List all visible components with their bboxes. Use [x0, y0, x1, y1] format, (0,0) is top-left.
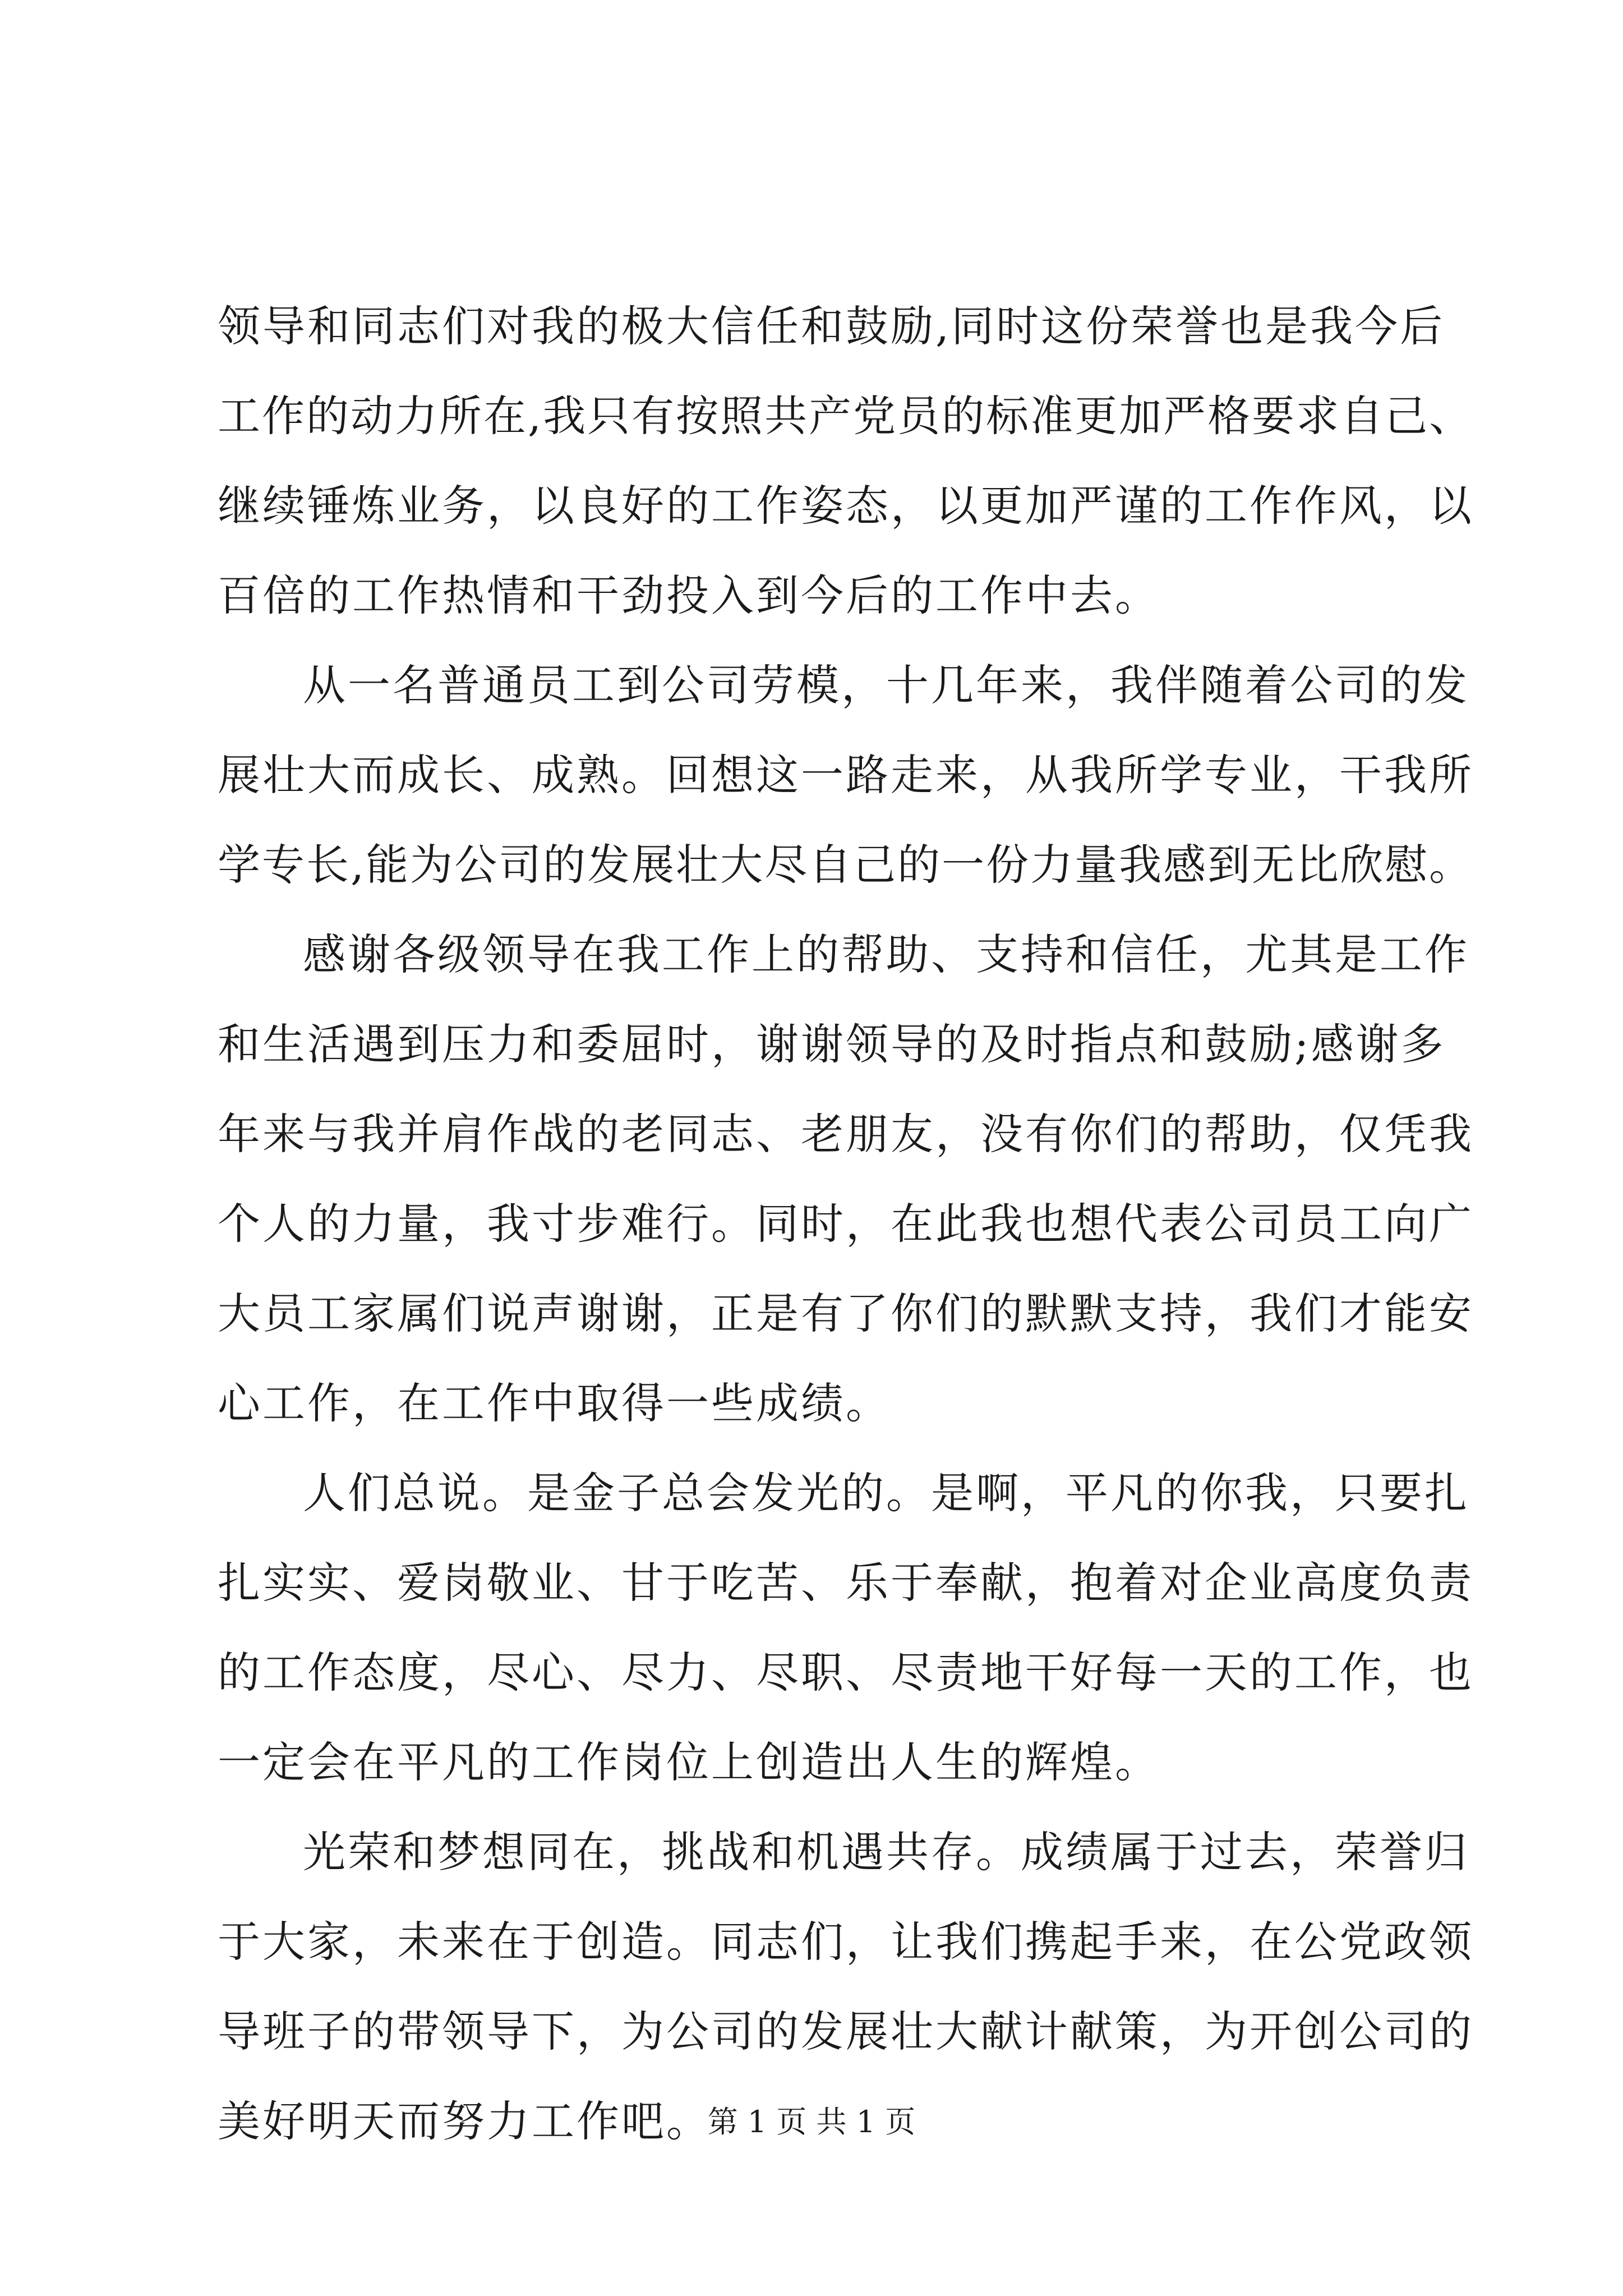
text-line: 展壮大而成长、成熟。回想这一路走来，从我所学专业，干我所 — [218, 750, 1474, 800]
text-line: 继续锤炼业务，以良好的工作姿态，以更加严谨的工作作风，以 — [218, 481, 1474, 531]
text-line: 的工作态度，尽心、尽力、尽职、尽责地干好每一天的工作，也 — [218, 1648, 1474, 1697]
text-line: 于大家，未来在于创造。同志们，让我们携起手来，在公党政领 — [218, 1917, 1474, 1967]
text-line: 心工作，在工作中取得一些成绩。 — [218, 1378, 891, 1428]
text-line: 工作的动力所在,我只有按照共产党员的标准更加严格要求自己、 — [218, 391, 1474, 441]
text-line: 个人的力量，我寸步难行。同时，在此我也想代表公司员工向广 — [218, 1199, 1474, 1249]
paragraph-first-line: 人们总说。是金子总会发光的。是啊，平凡的你我，只要扎 — [303, 1468, 1469, 1518]
paragraph-first-line: 从一名普通员工到公司劳模，十几年来，我伴随着公司的发 — [303, 660, 1469, 710]
page-footer — [0, 2102, 1623, 2142]
paragraph-first-line: 光荣和梦想同在，挑战和机遇共存。成绩属于过去，荣誉归 — [303, 1827, 1469, 1877]
text-line: 学专长,能为公司的发展壮大尽自己的一份力量我感到无比欣慰。 — [218, 840, 1474, 890]
document-body — [218, 282, 1474, 2166]
text-line: 美好明天而努力工作吧。 — [218, 2096, 711, 2146]
paragraph-first-line: 感谢各级领导在我工作上的帮助、支持和信任，尤其是工作 — [303, 930, 1469, 979]
page-number-label: 第 1 页 共 1 页 — [707, 2104, 916, 2139]
text-line: 大员工家属们说声谢谢，正是有了你们的默默支持，我们才能安 — [218, 1289, 1474, 1338]
text-line: 领导和同志们对我的极大信任和鼓励,同时这份荣誉也是我今后 — [218, 301, 1445, 351]
text-line: 年来与我并肩作战的老同志、老朋友，没有你们的帮助，仅凭我 — [218, 1109, 1474, 1159]
text-line: 一定会在平凡的工作岗位上创造出人生的辉煌。 — [218, 1737, 1160, 1787]
text-line: 和生活遇到压力和委屈时，谢谢领导的及时指点和鼓励;感谢多 — [218, 1019, 1446, 1069]
text-line: 百倍的工作热情和干劲投入到今后的工作中去。 — [218, 570, 1160, 620]
text-line: 扎实实、爱岗敬业、甘于吃苦、乐于奉献，抱着对企业高度负责 — [218, 1558, 1474, 1608]
text-line: 导班子的带领导下，为公司的发展壮大献计献策，为开创公司的 — [218, 2007, 1474, 2056]
